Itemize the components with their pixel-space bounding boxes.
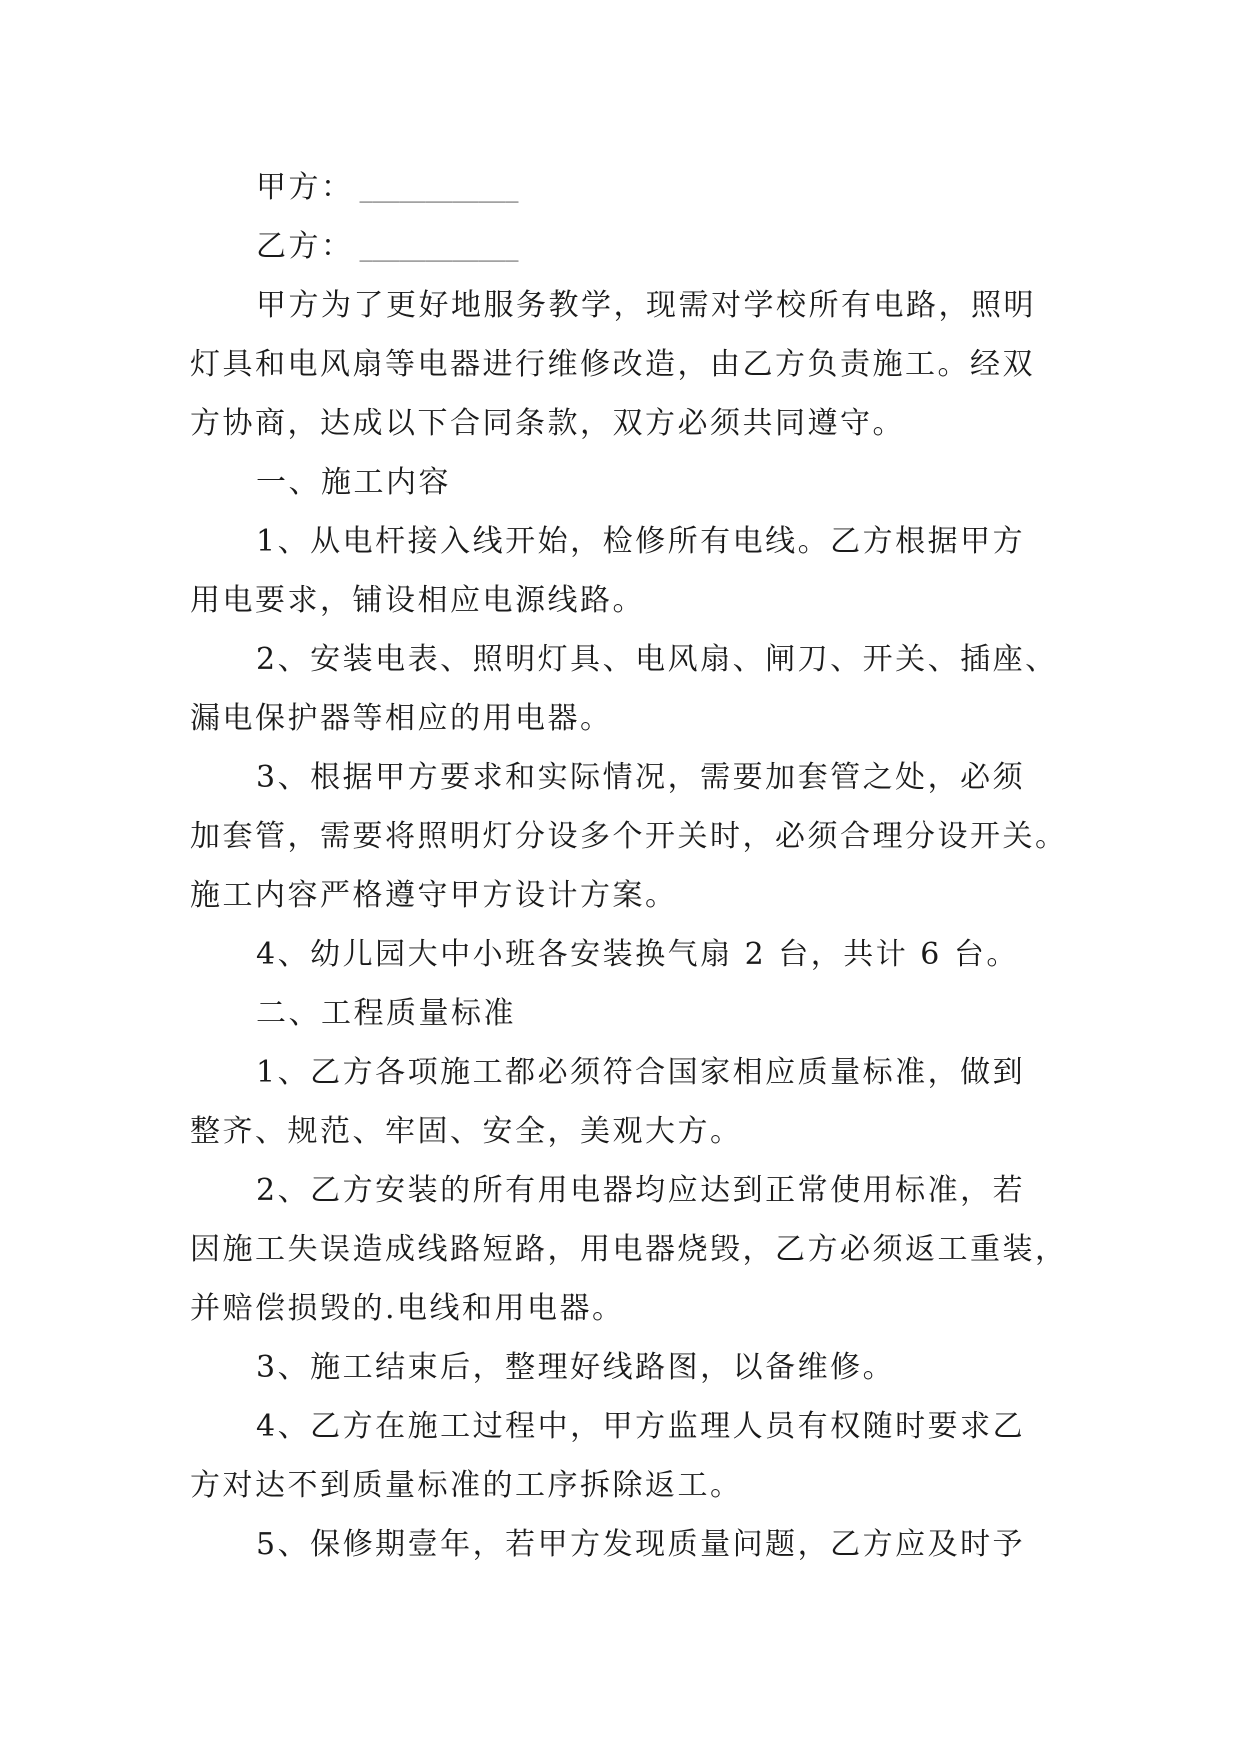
text-line: 1、从电杆接入线开始，检修所有电线。乙方根据甲方 <box>256 524 1026 559</box>
party-b-blank: ____________ <box>359 237 519 262</box>
text-line: 加套管，需要将照明灯分设多个开关时，必须合理分设开关。 <box>190 819 1068 854</box>
text-line: 4、乙方在施工过程中，甲方监理人员有权随时要求乙 <box>256 1409 1026 1444</box>
text-line: 5、保修期壹年，若甲方发现质量问题，乙方应及时予 <box>256 1527 1026 1562</box>
text-line: 整齐、规范、牢固、安全，美观大方。 <box>190 1114 743 1149</box>
text-line: 用电要求，铺设相应电源线路。 <box>190 583 645 618</box>
party-b-label: 乙方： <box>256 229 354 264</box>
text-line: 方对达不到质量标准的工序拆除返工。 <box>190 1468 743 1503</box>
text-line: 2、安装电表、照明灯具、电风扇、闸刀、开关、插座、 <box>256 642 1058 677</box>
text-line: 漏电保护器等相应的用电器。 <box>190 701 613 736</box>
party-a-blank: ____________ <box>359 178 519 203</box>
text-line: 灯具和电风扇等电器进行维修改造，由乙方负责施工。经双 <box>190 347 1035 382</box>
text-line: 方协商，达成以下合同条款，双方必须共同遵守。 <box>190 406 905 441</box>
text-line: 4、幼儿园大中小班各安装换气扇 2 台，共计 6 台。 <box>256 937 1019 972</box>
contract-body <box>190 158 1068 1574</box>
text-line: 3、施工结束后，整理好线路图，以备维修。 <box>256 1350 896 1385</box>
party-b-row <box>190 217 1050 276</box>
text-line: 因施工失误造成线路短路，用电器烧毁，乙方必须返工重装， <box>190 1232 1068 1267</box>
text-line: 并赔偿损毁的.电线和用电器。 <box>190 1291 625 1326</box>
text-line: 3、根据甲方要求和实际情况，需要加套管之处，必须 <box>256 760 1026 795</box>
party-a-row <box>190 158 1050 217</box>
text-line: 1、乙方各项施工都必须符合国家相应质量标准，做到 <box>256 1055 1026 1090</box>
text-line: 甲方为了更好地服务教学，现需对学校所有电路，照明 <box>256 288 1036 323</box>
text-line: 一、施工内容 <box>256 465 451 500</box>
text-line: 二、工程质量标准 <box>256 996 516 1031</box>
text-line: 2、乙方安装的所有用电器均应达到正常使用标准，若 <box>256 1173 1026 1208</box>
text-line: 施工内容严格遵守甲方设计方案。 <box>190 878 678 913</box>
contract-paragraphs <box>190 276 1068 1574</box>
party-a-label: 甲方： <box>256 170 354 205</box>
